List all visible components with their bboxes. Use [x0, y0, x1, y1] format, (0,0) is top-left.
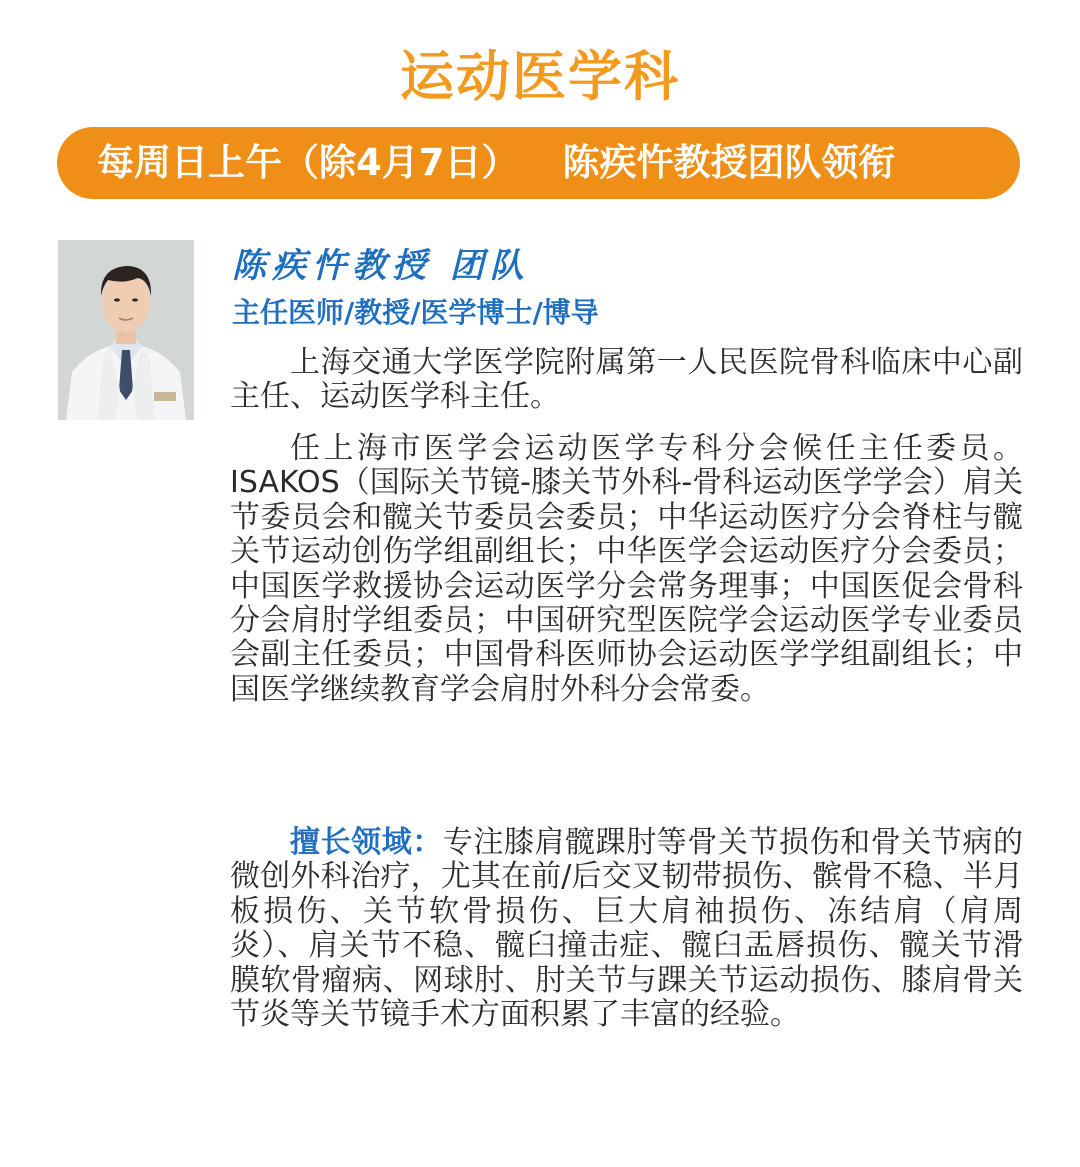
expertise-paragraph [230, 826, 1023, 1032]
doctor-name: 陈疾忤教授 团队 [232, 246, 530, 286]
expertise-label: 擅长领域： [290, 825, 443, 860]
bio-paragraph-positions: 任上海市医学会运动医学专科分会候任主任委员。ISAKOS（国际关节镜-膝关节外科-骨科运动医学学会）肩关节委员会和髋关节委员会委员；中华运动医疗分会脊柱与髋关节运动创伤学组副组长；中华医学会运动医疗分会委员；中国医学救援协会运动医学分会常务理事；中国医促会骨科分会肩肘学组委员；中国研究型医院学会运动医学专业委员会副主任委员；中国骨科医师协会运动医学学组副组长；中国医学继续教育学会肩肘外科分会常委。 [230, 431, 1023, 707]
doctor-portrait-image [58, 240, 194, 420]
doctor-photo [58, 240, 194, 420]
bio-paragraph-affiliation: 上海交通大学医学院附属第一人民医院骨科临床中心副主任、运动医学科主任。 [230, 345, 1023, 415]
schedule-text: 每周日上午（除4月7日） [97, 141, 519, 184]
team-lead-text: 陈疾忤教授团队领衔 [562, 141, 896, 184]
expertise-text: 专注膝肩髋踝肘等骨关节损伤和骨关节病的微创外科治疗，尤其在前/后交叉韧带损伤、髌骨不稳、半月板损伤、关节软骨损伤、巨大肩袖损伤、冻结肩（肩周炎）、肩关节不稳、髋臼撞击症、髋臼盂唇损伤、髋关节滑膜软骨瘤病、网球肘、肘关节与踝关节运动损伤、膝肩骨关节炎等关节镜手术方面积累了丰富的经验。 [230, 825, 1024, 1033]
schedule-banner [57, 127, 1020, 199]
page-title: 运动医学科 [400, 45, 680, 108]
doctor-credentials: 主任医师/教授/医学博士/博导 [232, 296, 599, 329]
